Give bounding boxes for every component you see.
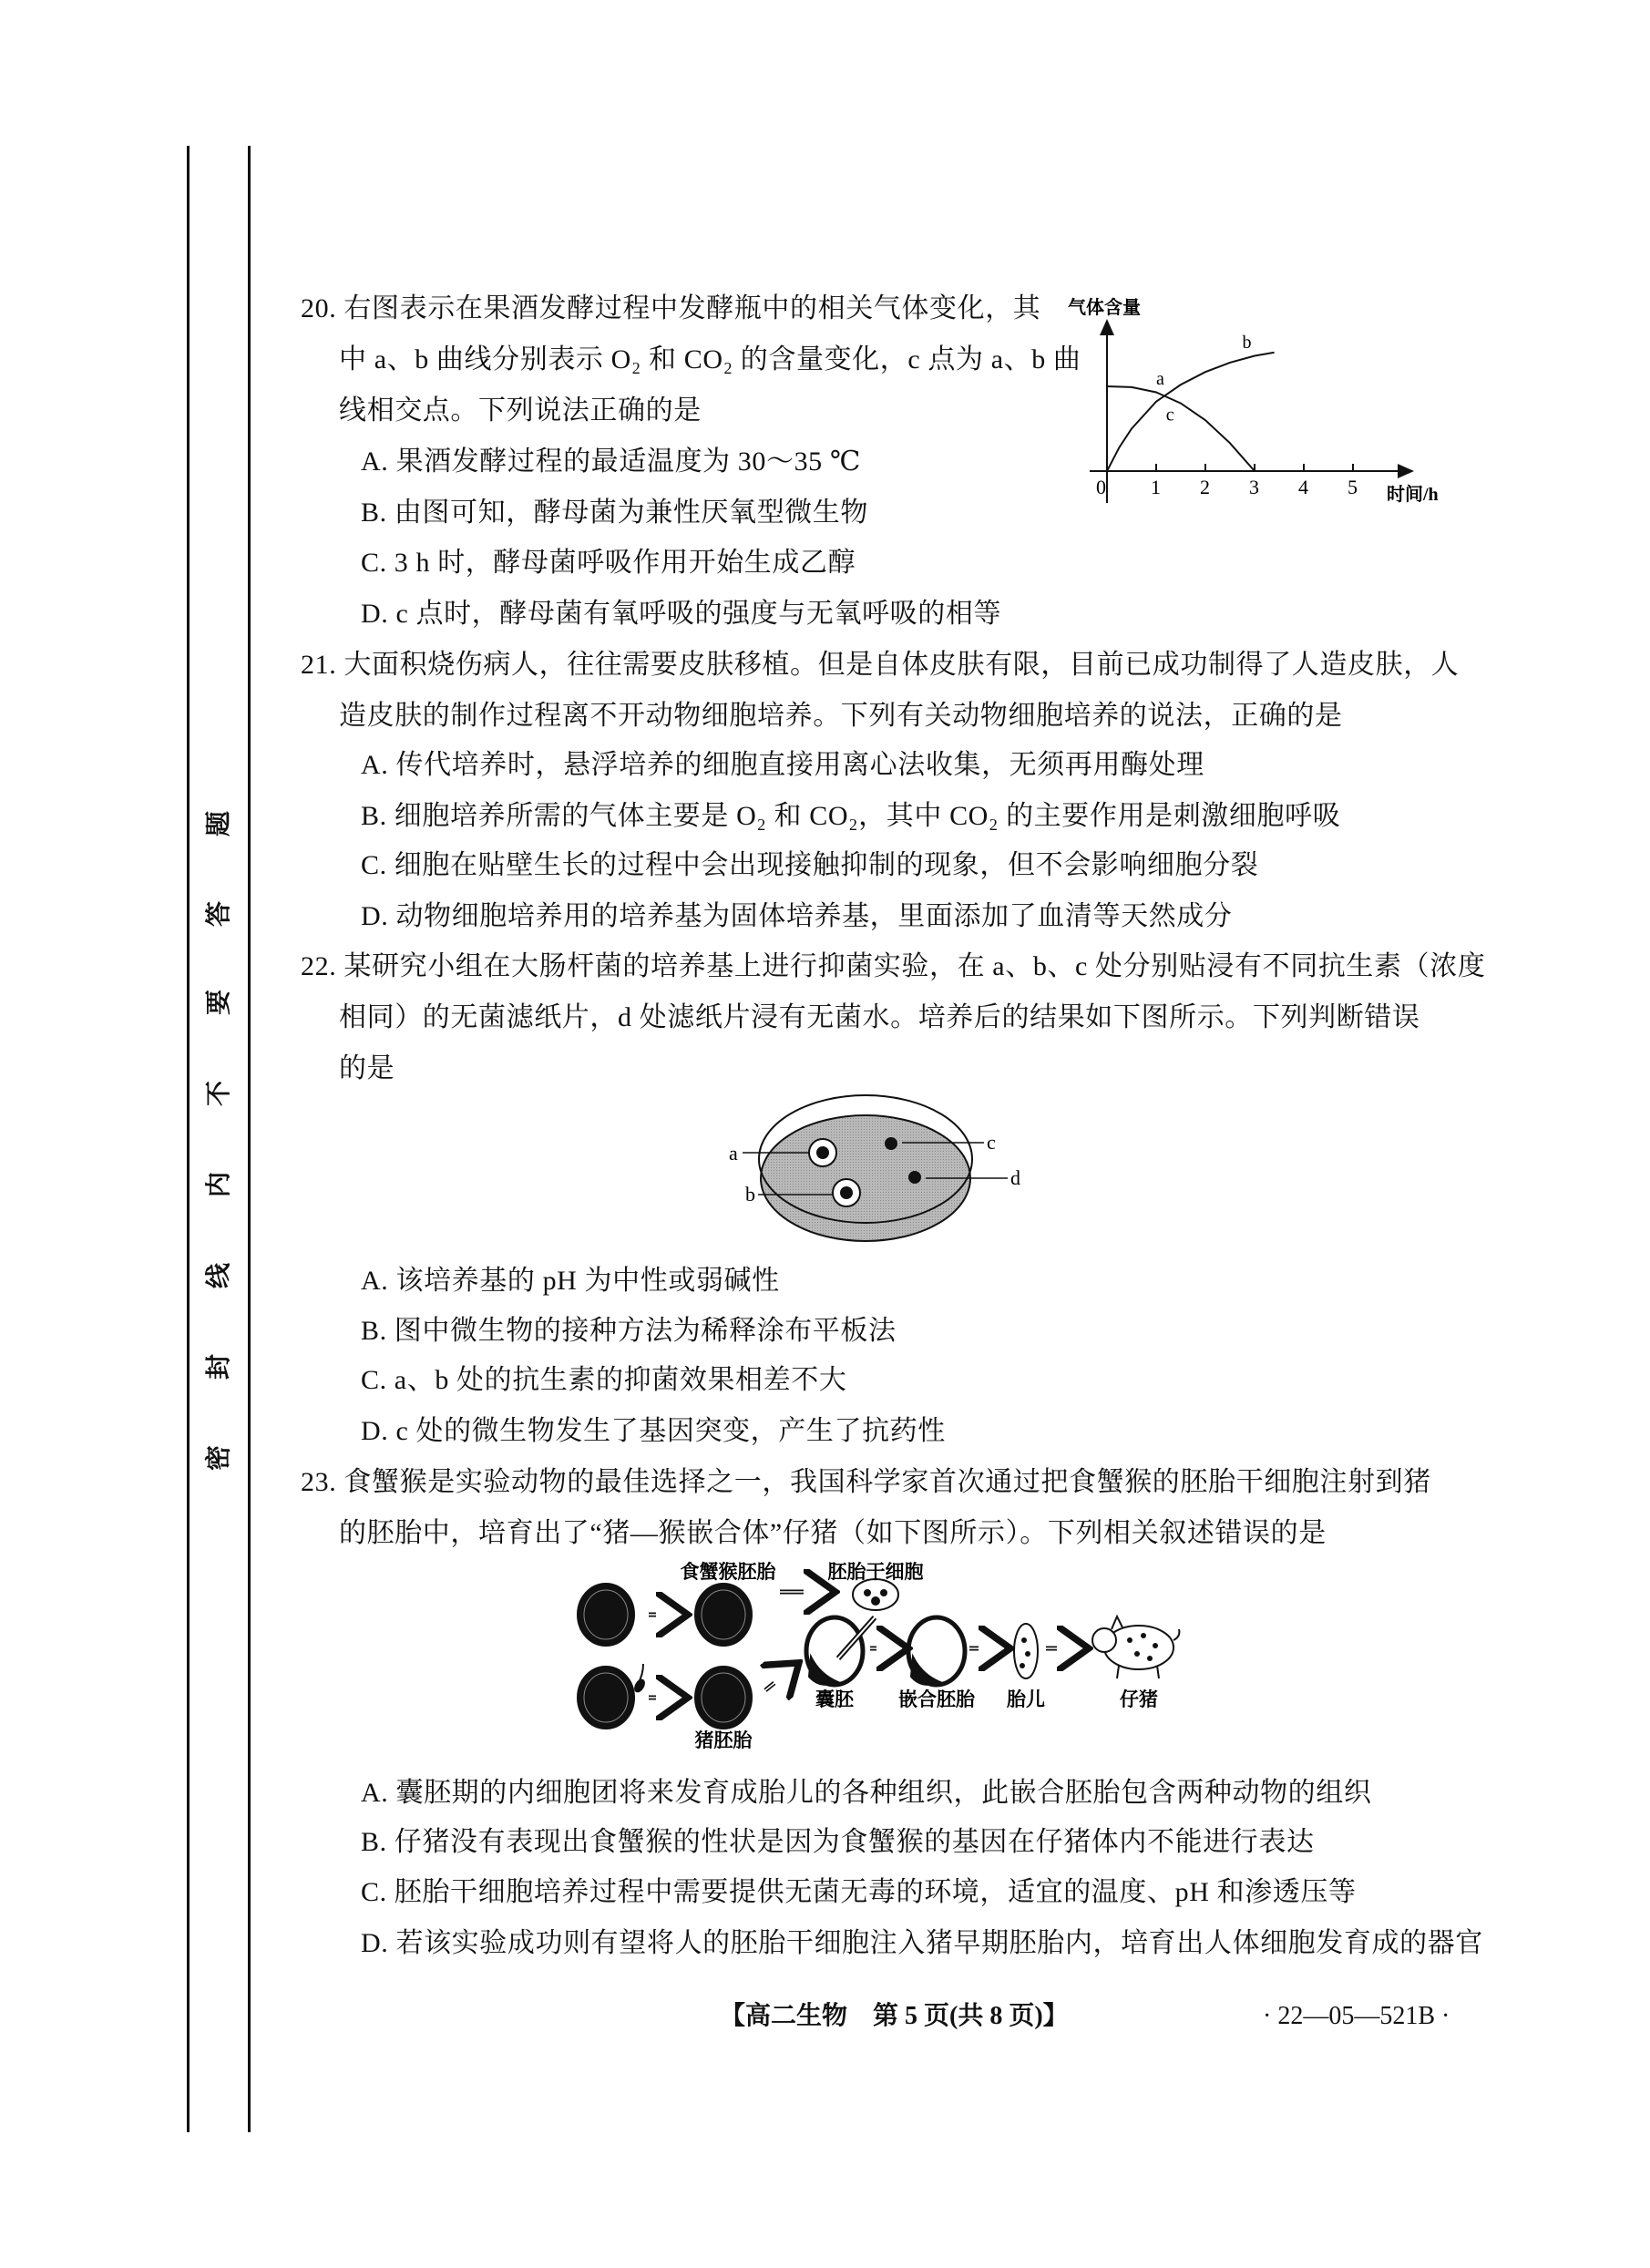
question-stem: 的胚胎中，培育出了“猪—猴嵌合体”仔猪（如下图所示）。下列相关叙述错误的是 [339,1518,1327,1548]
seal-char: 内 [205,1172,233,1198]
monkey-embryo [695,1584,752,1646]
seal-char: 线 [205,1263,233,1289]
seal-char: 密 [205,1445,233,1472]
monkey-egg [578,1584,634,1646]
filter-paper-a [816,1146,829,1159]
x-tick-label: 5 [1348,476,1358,498]
question-stem: 的是 [339,1053,395,1083]
series-a-line [1107,386,1255,471]
petri-dish-figure [720,1089,1039,1253]
seal-char: 题 [205,811,233,837]
x-tick-label: 4 [1298,476,1308,498]
label-pig-embryo: 猪胚胎 [694,1729,753,1751]
seal-char: 不 [205,1081,233,1107]
label-piglet: 仔猪 [1120,1688,1158,1710]
question-stem: 中 a、b 曲线分别表示 O₂ 和 CO₂ 的含量变化，c 点为 a、b 曲 [339,344,1081,375]
filter-paper-d [908,1171,921,1184]
option-b: B. 细胞培养所需的气体主要是 O₂ 和 CO₂，其中 CO₂ 的主要作用是刺激细胞呼吸 [361,801,1341,831]
series-b-line [1107,353,1275,471]
pig-egg [578,1667,634,1729]
question-stem: 线相交点。下列说法正确的是 [339,395,702,426]
margin-line-inner [248,146,251,2132]
label-chimera: 嵌合胚胎 [898,1688,975,1710]
option-b: B. 由图可知，酵母菌为兼性厌氧型微生物 [361,498,869,528]
question-stem: 造皮肤的制作过程离不开动物细胞培养。下列有关动物细胞培养的说法，正确的是 [339,701,1343,731]
option-c: C. 细胞在贴壁生长的过程中会出现接触抑制的现象，但不会影响细胞分裂 [361,850,1259,880]
label-monkey-embryo: 食蟹猴胚胎 [680,1561,776,1583]
label-a: a [729,1142,738,1165]
seal-char: 要 [205,990,233,1016]
x-tick-label: 3 [1249,476,1259,498]
pig-embryo [695,1667,752,1729]
option-c: C. 3 h 时，酵母菌呼吸作用开始生成乙醇 [361,548,856,578]
y-axis-label: 气体含量 [1068,298,1141,318]
x-tick-label: 0 [1096,476,1106,498]
option-d: D. c 处的微生物发生了基因突变，产生了抗药性 [361,1416,946,1446]
paper-code: · 22—05—521B · [1263,2002,1450,2030]
x-axis-label: 时间/h [1387,485,1439,505]
option-a: A. 囊胚期的内细胞团将来发育成胎儿的各种组织，此嵌合胚胎包含两种动物的组织 [361,1778,1372,1808]
page-footer: 【高二生物 第 5 页(共 8 页)】 [720,2002,1069,2030]
gas-content-chart [1057,282,1476,519]
filter-paper-b [840,1186,853,1199]
option-d: D. c 点时，酵母菌有氧呼吸的强度与无氧呼吸的相等 [361,599,1002,629]
question-stem: 23. 食蟹猴是实验动物的最佳选择之一，我国科学家首次通过把食蟹猴的胚胎干细胞注射到猪 [301,1467,1431,1497]
series-b-label: b [1242,333,1252,354]
intersection-label: c [1165,405,1174,426]
option-a: A. 果酒发酵过程的最适温度为 30～35 ℃ [361,446,862,477]
piglet [1092,1616,1179,1678]
option-c: C. a、b 处的抗生素的抑菌效果相差不大 [361,1365,847,1395]
label-stem-cells: 胚胎干细胞 [827,1561,924,1583]
question-stem: 21. 大面积烧伤病人，往往需要皮肤移植。但是自体皮肤有限，目前已成功制得了人造皮肤，人 [301,650,1460,680]
chimera-process-figure [565,1549,1221,1759]
option-d: D. 动物细胞培养用的培养基为固体培养基，里面添加了血清等天然成分 [361,901,1233,931]
option-a: A. 传代培养时，悬浮培养的细胞直接用离心法收集，无须再用酶处理 [361,750,1204,780]
question-stem: 相同）的无菌滤纸片，d 处滤纸片浸有无菌水。培养后的结果如下图所示。下列判断错误 [339,1002,1420,1032]
label-b: b [745,1183,755,1206]
margin-line-outer [187,146,190,2132]
label-d: d [1010,1166,1020,1189]
option-a: A. 该培养基的 pH 为中性或弱碱性 [361,1266,780,1296]
option-d: D. 若该实验成功则有望将人的胚胎干细胞注入猪早期胚胎内，培育出人体细胞发育成的器官 [361,1928,1483,1958]
question-stem: 20. 右图表示在果酒发酵过程中发酵瓶中的相关气体变化，其 [301,293,1041,323]
x-tick-label: 2 [1200,476,1210,498]
series-a-label: a [1156,369,1164,389]
label-fetus: 胎儿 [1007,1688,1045,1710]
fetus [1014,1624,1038,1678]
option-b: B. 仔猪没有表现出食蟹猴的性状是因为食蟹猴的基因在仔猪体内不能进行表达 [361,1827,1315,1857]
label-blastocyst: 囊胚 [815,1688,854,1710]
option-c: C. 胚胎干细胞培养过程中需要提供无菌无毒的环境，适宜的温度、pH 和渗透压等 [361,1877,1357,1907]
label-c: c [987,1131,996,1154]
question-stem: 22. 某研究小组在大肠杆菌的培养基上进行抑菌实验，在 a、b、c 处分别贴浸有不同抗生素（浓度 [301,951,1486,981]
filter-paper-c [885,1137,897,1150]
seal-char: 封 [205,1354,233,1380]
seal-char: 答 [205,901,233,928]
x-tick-label: 1 [1151,476,1161,498]
option-b: B. 图中微生物的接种方法为稀释涂布平板法 [361,1316,897,1346]
